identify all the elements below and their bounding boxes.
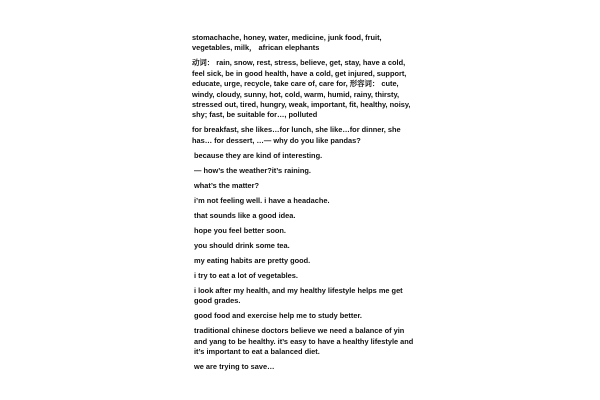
sentence-line: we are trying to save… [194,362,275,372]
sentence-line: hope you feel better soon. [194,225,286,235]
sentence-line: good food and exercise help me to study better. [194,311,362,321]
sentence-line: i look after my health, and my healthy lifestyle helps me get good grades. [194,285,403,306]
sentence-line: — how’s the weather?it’s raining. [194,165,311,175]
sentence-line: you should drink some tea. [194,240,290,250]
sentence-line: because they are kind of interesting. [194,150,323,160]
vocabulary-verbs-adjectives: 动词： rain, snow, rest, stress, believe, get, stay, have a cold, feel sick, be in good health, have a cold, get injured, support, educate, urge, recycle, take care of, care for, 形容词： cute, windy, cloudy, sunny, hot, cold, warm, humid, rainy, thirsty, stressed out, tired, hungry, weak, important, fit, healthy, noisy, shy; fast, be suitable for…, polluted [192,58,411,120]
sentence-line: my eating habits are pretty good. [194,255,311,265]
sentence-line: traditional chinese doctors believe we need a balance of yin and yang to be healthy. it’s easy to have a healthy lifestyle and it’s important to eat a balanced diet. [194,326,414,357]
sentence-line: that sounds like a good idea. [194,210,296,220]
meal-phrases: for breakfast, she likes…for lunch, she like…for dinner, she has… for dessert, …— why do you like pandas? [192,125,401,145]
vocabulary-nouns: stomachache, honey, water, medicine, junk food, fruit, vegetables, milk， african elephants [192,33,382,53]
sentence-line: i’m not feeling well. i have a headache. [194,195,330,205]
sentence-line: i try to eat a lot of vegetables. [194,270,298,280]
sentence-line: what’s the matter? [194,180,260,190]
document-page [192,33,414,377]
